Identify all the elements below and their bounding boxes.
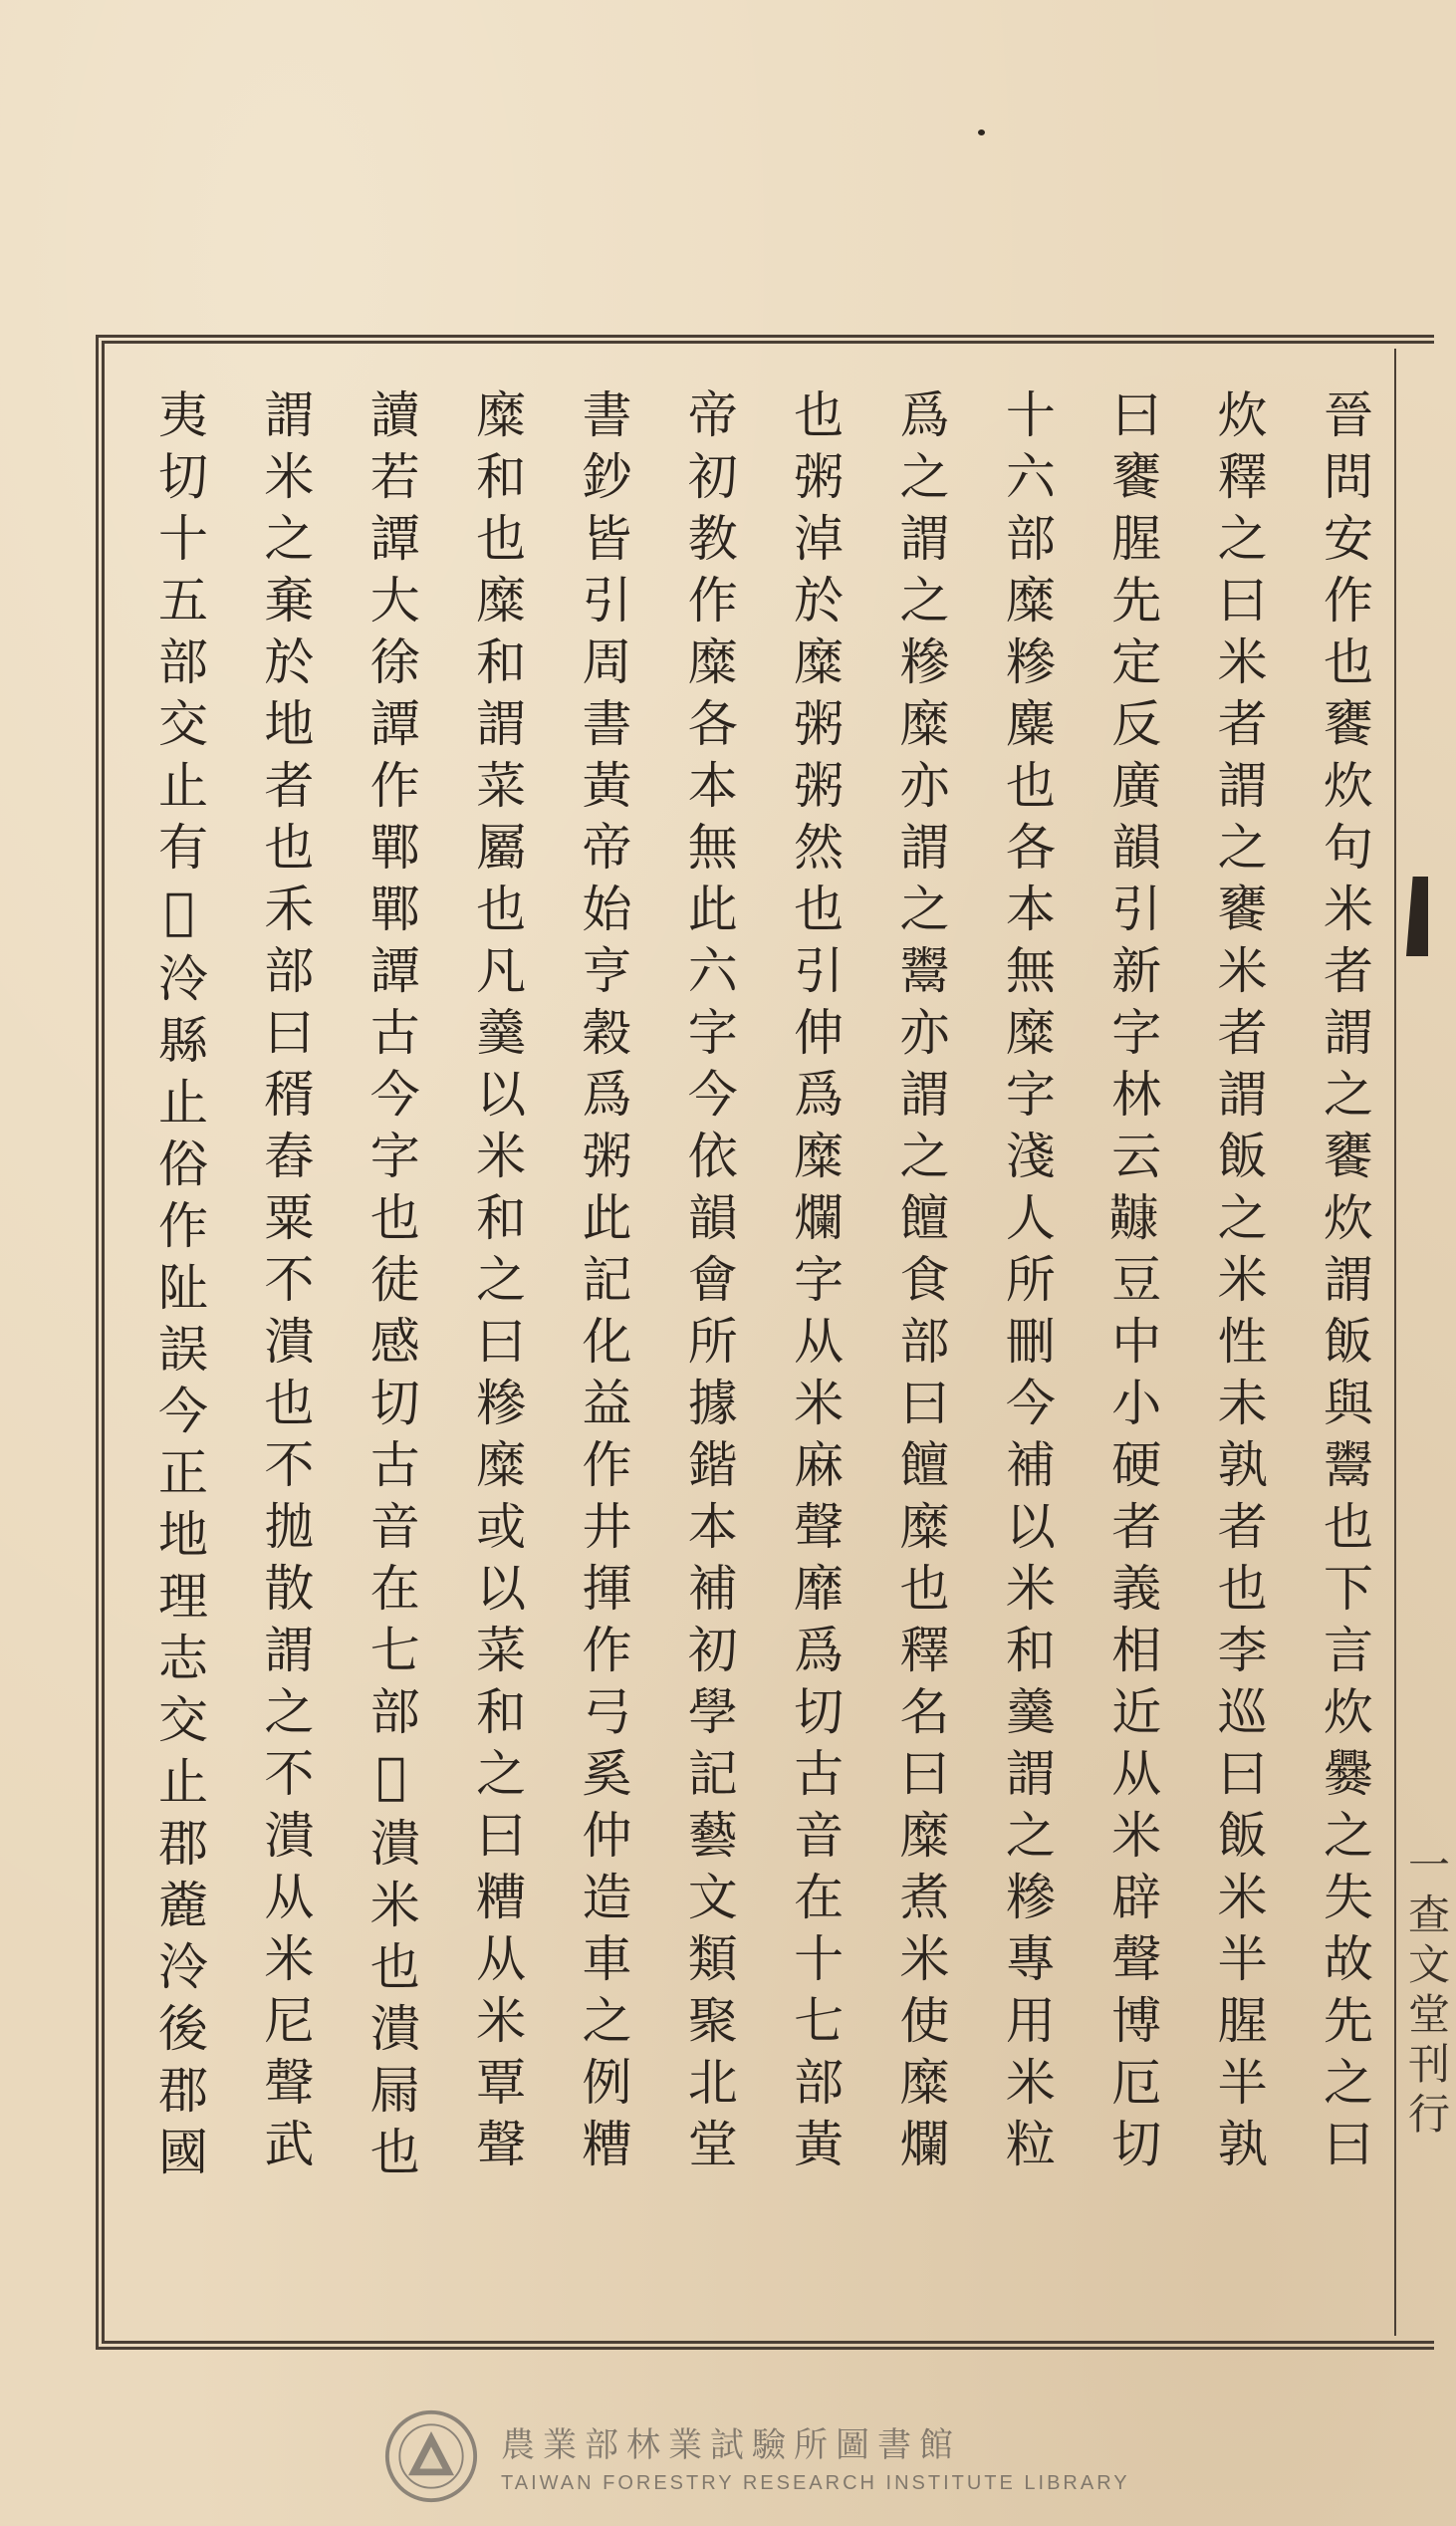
- library-name-en: TAIWAN FORESTRY RESEARCH INSTITUTE LIBRARY: [501, 2472, 1130, 2494]
- ink-speck: [978, 129, 985, 135]
- text-column: 讀若譚大徐譚作鄲鄲譚古今字也徒感切古音在七部𥽉潰米也潰屚也: [362, 388, 420, 2187]
- text-column: 十六部糜糝麋也各本無糜字淺人所刪今補以米和羹謂之糝專用米粒: [997, 388, 1056, 2179]
- text-column: 曰饔腥先定反廣韻引新字林云𪏢豆中小硬者義相近从米辟聲博厄切: [1103, 388, 1162, 2179]
- text-column: 爲之謂之糝糜亦謂之鬻亦謂之饘食部曰饘糜也釋名曰糜煮米使糜爛: [891, 388, 950, 2179]
- library-name-zh: 農業部林業試驗所圖書館: [501, 2425, 961, 2465]
- main-text-block: [139, 388, 1384, 2311]
- text-column: 炊釋之曰米者謂之饔米者謂飯之米性未孰者也李巡曰飯米半腥半孰: [1209, 388, 1268, 2179]
- library-seal-icon: [383, 2408, 479, 2504]
- text-column: 謂米之棄於地者也禾部曰稰舂粟不潰也不拋散謂之不潰从米尼聲武: [256, 388, 315, 2179]
- library-stamp: [383, 2408, 1130, 2504]
- text-column: 書鈔皆引周書黃帝始亨穀爲粥此記化益作井揮作弓奚仲造車之例糟: [574, 388, 632, 2179]
- text-column: 也粥淖於糜粥粥然也引伸爲糜爛字从米麻聲靡爲切古音在十七部黃: [786, 388, 845, 2179]
- text-column: 夷切十五部交止有𥽉泠縣止俗作阯誤今正地理志交止郡麊泠後郡國: [150, 388, 208, 2187]
- margin-strip-text: 一查文堂刊行: [1402, 1843, 1451, 2142]
- text-column: 帝初教作糜各本無此六字今依韻會所據鍇本補初學記藝文類聚北堂: [679, 388, 738, 2179]
- text-column: 糜和也糜和謂菜屬也凡羹以米和之曰糝糜或以菜和之曰糟从米覃聲: [468, 388, 527, 2179]
- text-column: 晉問安作也饔炊句米者謂之饔炊謂飯與鬻也下言炊爨之失故先之曰: [1315, 388, 1373, 2179]
